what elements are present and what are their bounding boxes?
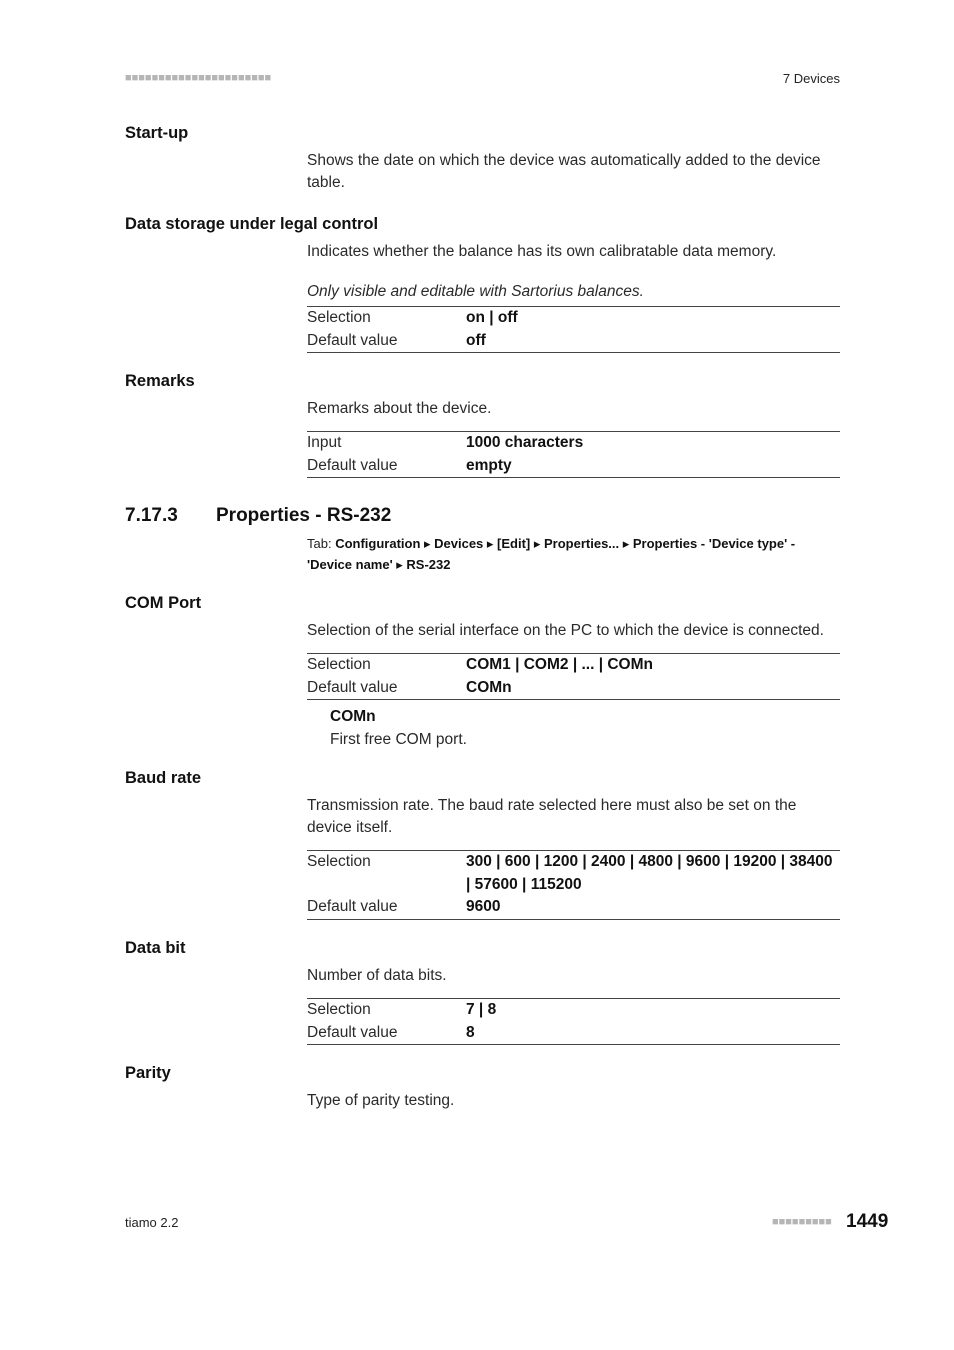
default-label: Default value — [307, 1023, 398, 1041]
legal-default-row — [307, 330, 840, 353]
default-value: 9600 — [466, 898, 501, 915]
default-label: Default value — [307, 678, 398, 696]
footer-product: tiamo 2.2 — [125, 1215, 179, 1230]
default-label: Default value — [307, 331, 398, 349]
footer-decoration: ■■■■■■■■■ — [772, 1216, 832, 1228]
selection-value: on | off — [466, 309, 518, 326]
default-value: COMn — [466, 678, 512, 696]
page-number: 1449 — [846, 1211, 889, 1232]
databit-table — [307, 998, 840, 1045]
tab-navigation-path: Configuration ▸ Devices ▸ [Edit] ▸ Properties... ▸ Properties - 'Device type' - 'Device name' ▸ RS-232 — [307, 536, 796, 572]
selection-value: 7 | 8 — [466, 1001, 497, 1018]
databit-description: Number of data bits. — [307, 967, 447, 984]
remarks-description: Remarks about the device. — [307, 400, 492, 417]
comn-option-description: First free COM port. — [330, 731, 467, 748]
databit-default-row — [307, 1022, 840, 1045]
comport-description: Selection of the serial interface on the PC to which the device is connected. — [307, 622, 824, 639]
legal-table — [307, 306, 840, 353]
baud-heading: Baud rate — [125, 769, 202, 787]
selection-label: Selection — [307, 853, 371, 870]
databit-selection-row — [307, 999, 840, 1022]
selection-label: Selection — [307, 656, 371, 673]
legal-selection-row — [307, 307, 840, 330]
subsection-heading — [125, 505, 391, 527]
startup-description: Shows the date on which the device was automatically added to the device table. — [307, 152, 821, 191]
legal-description: Indicates whether the balance has its own calibratable data memory. — [307, 243, 777, 260]
remarks-input-row — [307, 432, 840, 455]
selection-label: Selection — [307, 309, 371, 326]
baud-selection-row — [307, 851, 840, 896]
baud-table — [307, 850, 840, 920]
default-value: 8 — [466, 1023, 475, 1041]
remarks-default-row — [307, 455, 840, 478]
startup-heading: Start-up — [125, 124, 189, 142]
header-decoration: ■■■■■■■■■■■■■■■■■■■■■■ — [125, 72, 272, 84]
selection-label: Selection — [307, 1001, 371, 1018]
input-label: Input — [307, 434, 342, 451]
legal-heading: Data storage under legal control — [125, 215, 379, 233]
default-label: Default value — [307, 898, 398, 915]
tab-path — [307, 533, 841, 575]
comn-option-name: COMn — [330, 708, 376, 725]
comport-default-row — [307, 677, 840, 700]
comport-table — [307, 653, 840, 700]
comport-heading: COM Port — [125, 594, 202, 612]
remarks-table — [307, 431, 840, 478]
selection-value: 300 | 600 | 1200 | 2400 | 4800 | 9600 | 19200 | 38400 | 57600 | 115200 — [466, 853, 833, 893]
selection-value: COM1 | COM2 | ... | COMn — [466, 656, 653, 673]
remarks-heading: Remarks — [125, 372, 195, 390]
parity-description: Type of parity testing. — [307, 1092, 455, 1109]
default-label: Default value — [307, 456, 398, 474]
parity-heading: Parity — [125, 1064, 171, 1082]
baud-default-row — [307, 896, 840, 919]
subsection-title: Properties - RS-232 — [216, 505, 392, 526]
default-value: off — [466, 331, 486, 349]
baud-description: Transmission rate. The baud rate selected here must also be set on the device itself. — [307, 797, 797, 836]
input-value: 1000 characters — [466, 434, 584, 451]
databit-heading: Data bit — [125, 939, 186, 957]
comport-selection-row — [307, 654, 840, 677]
default-value: empty — [466, 456, 512, 474]
chapter-title: 7 Devices — [782, 71, 840, 86]
legal-note: Only visible and editable with Sartorius balances. — [307, 283, 644, 300]
subsection-number: 7.17.3 — [125, 505, 178, 526]
tab-prefix: Tab: — [307, 536, 336, 551]
